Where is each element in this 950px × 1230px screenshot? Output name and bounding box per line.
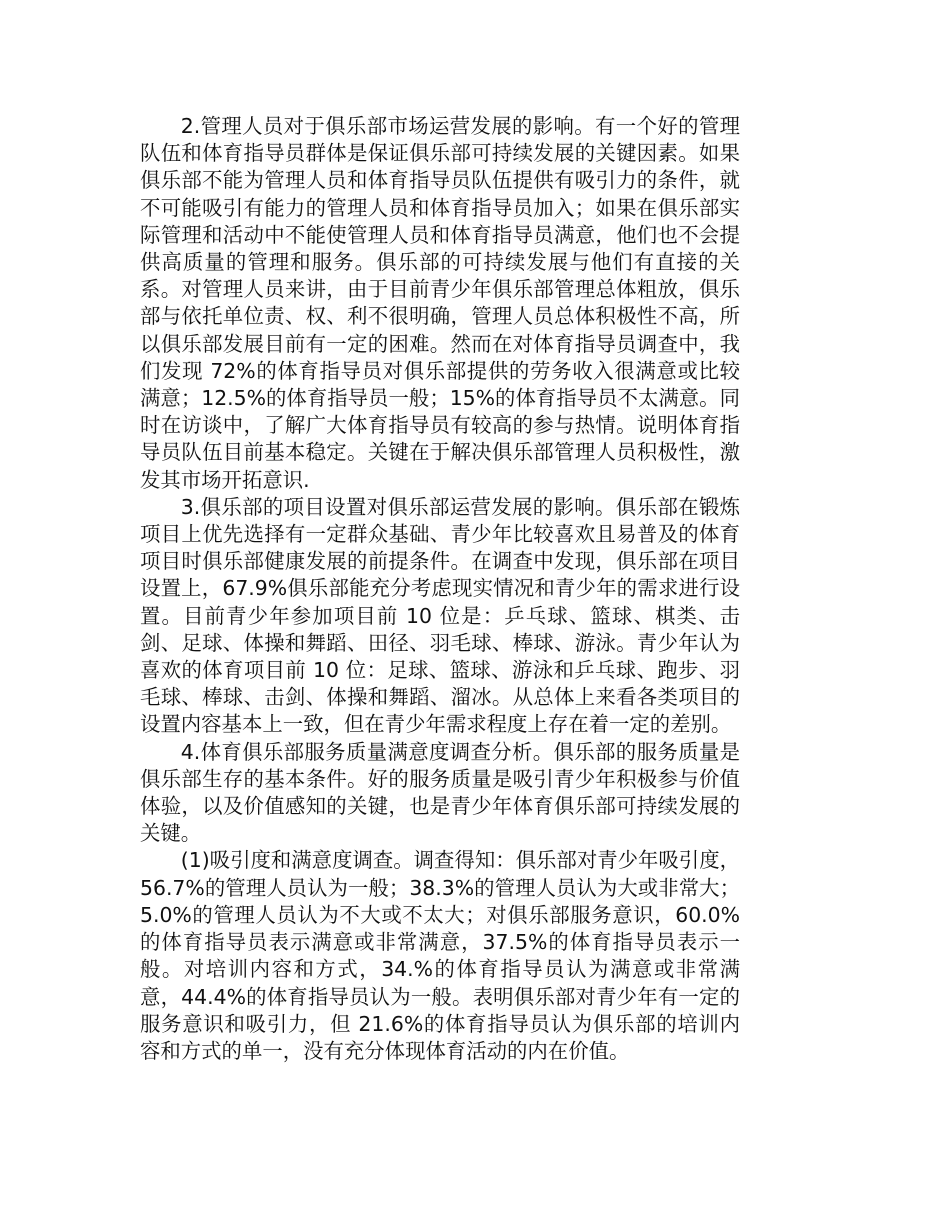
paragraph-project-setting: 3.俱乐部的项目设置对俱乐部运营发展的影响。俱乐部在锻炼项目上优先选择有一定群众基础、青少年比较喜欢且易普及的体育项目时俱乐部健康发展的前提条件。在调查中发现，俱乐部在项目设置上，67.9%俱乐部能充分考虑现实情况和青少年的需求进行设置。目前青少年参加项目前 10 位是：乒乓球、篮球、棋类、击剑、足球、体操和舞蹈、田径、羽毛球、棒球、游泳。青少年认为喜欢的体育项目前 10 位：足球、篮球、游泳和乒乓球、跑步、羽毛球、棒球、击剑、体操和舞蹈、溜冰。从总体上来看各类项目的设置内容基本上一致，但在青少年需求程度上存在着一定的差别。: [140, 494, 740, 737]
paragraph-attraction-satisfaction: (1)吸引度和满意度调查。调查得知：俱乐部对青少年吸引度，56.7%的管理人员认为一般；38.3%的管理人员认为大或非常大；5.0%的管理人员认为不大或不太大；对俱乐部服务意识，60.0%的体育指导员表示满意或非常满意，37.5%的体育指导员表示一般。对培训内容和方式，34.%的体育指导员认为满意或非常满意，44.4%的体育指导员认为一般。表明俱乐部对青少年有一定的服务意识和吸引力，但 21.6%的体育指导员认为俱乐部的培训内容和方式的单一，没有充分体现体育活动的内在价值。: [140, 848, 740, 1063]
document-body: [140, 113, 740, 1065]
paragraph-management-impact: 2.管理人员对于俱乐部市场运营发展的影响。有一个好的管理队伍和体育指导员群体是保证俱乐部可持续发展的关键因素。如果俱乐部不能为管理人员和体育指导员队伍提供有吸引力的条件，就不可能吸引有能力的管理人员和体育指导员加入；如果在俱乐部实际管理和活动中不能使管理人员和体育指导员满意，他们也不会提供高质量的管理和服务。俱乐部的可持续发展与他们有直接的关系。对管理人员来讲，由于目前青少年俱乐部管理总体粗放，俱乐部与依托单位责、权、利不很明确，管理人员总体积极性不高，所以俱乐部发展目前有一定的困难。然而在对体育指导员调查中，我们发现 72%的体育指导员对俱乐部提供的劳务收入很满意或比较满意；12.5%的体育指导员一般；15%的体育指导员不太满意。同时在访谈中，了解广大体育指导员有较高的参与热情。说明体育指导员队伍目前基本稳定。关键在于解决俱乐部管理人员积极性，激发其市场开拓意识.: [140, 114, 740, 492]
paragraph-service-quality: 4.体育俱乐部服务质量满意度调查分析。俱乐部的服务质量是俱乐部生存的基本条件。好的服务质量是吸引青少年积极参与价值体验，以及价值感知的关键，也是青少年体育俱乐部可持续发展的关键。: [140, 739, 740, 846]
